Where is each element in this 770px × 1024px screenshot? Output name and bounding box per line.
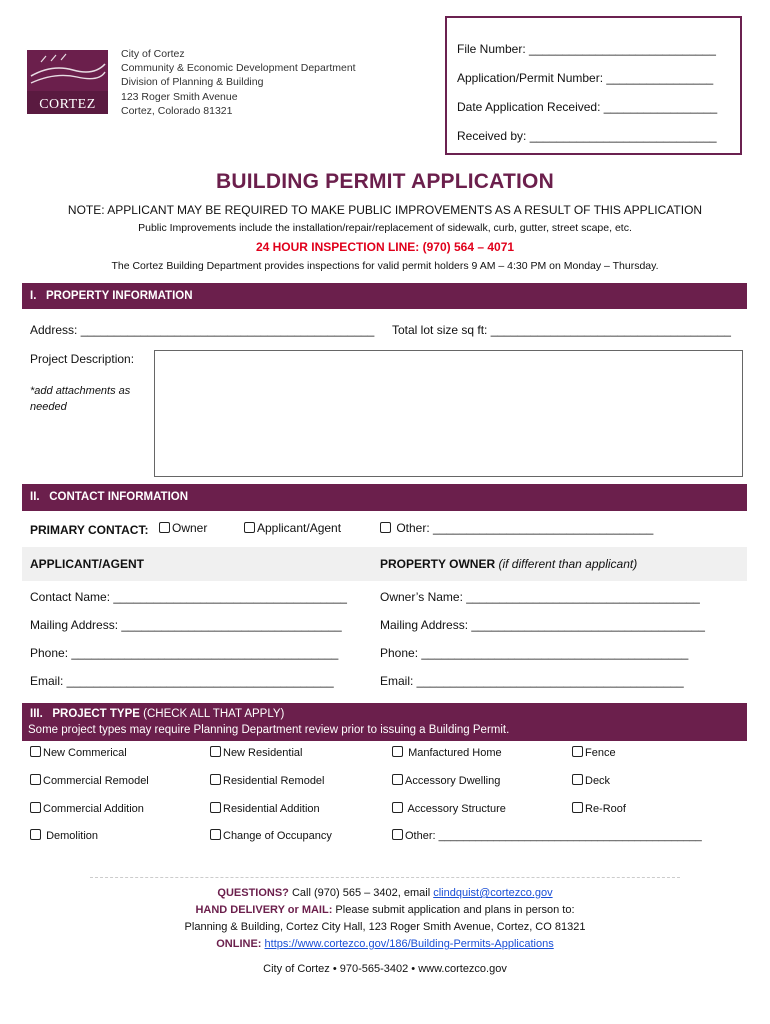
online-line — [0, 938, 770, 950]
file-number-field[interactable]: File Number: ____________________________ — [457, 42, 716, 56]
option-label: Commercial Addition — [43, 803, 144, 815]
project-description-input[interactable] — [154, 350, 743, 477]
checkbox-icon[interactable] — [572, 746, 583, 757]
applicant-heading: APPLICANT/AGENT — [30, 557, 144, 571]
checkbox-icon[interactable] — [30, 802, 41, 813]
other-contact-field[interactable]: Other: _________________________________ — [396, 521, 654, 535]
owner-heading — [380, 557, 637, 571]
inspection-line: 24 HOUR INSPECTION LINE: (970) 564 – 4071 — [255, 240, 515, 254]
owner-mailing-address-field[interactable]: Mailing Address: ___________________________________ — [380, 618, 705, 632]
section-property-information — [22, 283, 747, 309]
checkbox-icon[interactable] — [30, 829, 41, 840]
checkbox-icon[interactable] — [392, 774, 403, 785]
delivery-label: HAND DELIVERY or MAIL: — [195, 904, 333, 916]
option-label: Commercial Remodel — [43, 775, 149, 787]
public-improvements-text: Public Improvements include the installation/repair/replacement of sidewalk, curb, gutter, street scape, etc. — [138, 222, 632, 234]
project-type-option[interactable] — [210, 774, 325, 787]
project-type-option[interactable] — [210, 829, 332, 842]
project-type-option[interactable] — [30, 829, 98, 842]
primary-contact-label: PRIMARY CONTACT: — [30, 523, 149, 537]
checkbox-icon[interactable] — [572, 774, 583, 785]
section-subtitle: Some project types may require Planning Department review prior to issuing a Building Permit. — [28, 724, 510, 736]
logo-wordmark: CORTEZ — [39, 97, 96, 112]
project-description-label: Project Description: — [30, 352, 135, 366]
section-number: I. — [30, 290, 37, 302]
received-by-field[interactable]: Received by: ____________________________ — [457, 129, 717, 143]
option-label: Accessory Structure — [407, 803, 506, 815]
project-type-other-field[interactable]: Other: ___________________________________________ — [405, 830, 702, 842]
owner-option[interactable] — [159, 521, 207, 535]
section-number: II. — [30, 491, 40, 503]
owner-phone-field[interactable]: Phone: ________________________________________ — [380, 646, 689, 660]
project-type-option[interactable] — [30, 746, 127, 759]
project-type-option[interactable] — [572, 746, 616, 759]
project-type-option[interactable] — [392, 774, 500, 787]
questions-text: Call (970) 565 – 3402, email — [288, 887, 434, 899]
date-received-field[interactable]: Date Application Received: _________________ — [457, 100, 718, 114]
option-label: Residential Remodel — [223, 775, 325, 787]
org-line: Cortez, Colorado 81321 — [121, 104, 233, 117]
section-title: CONTACT INFORMATION — [49, 491, 189, 503]
org-line: Division of Planning & Building — [121, 76, 264, 89]
inspection-hours-note: The Cortez Building Department provides inspections for valid permit holders 9 AM – 4:30 PM on Monday – Thursday. — [111, 260, 659, 272]
applicant-agent-label: Applicant/Agent — [257, 521, 342, 535]
cortez-logo-icon — [27, 50, 108, 114]
org-line: 123 Roger Smith Avenue — [121, 90, 238, 103]
online-label: ONLINE: — [216, 938, 262, 950]
contact-name-field[interactable]: Contact Name: ___________________________________ — [30, 590, 347, 604]
project-type-option[interactable] — [392, 746, 502, 759]
checkbox-icon[interactable] — [30, 746, 41, 757]
checkbox-icon[interactable] — [30, 774, 41, 785]
checkbox-icon[interactable] — [210, 774, 221, 785]
attachments-note: needed — [30, 401, 67, 413]
checkbox-icon[interactable] — [159, 522, 170, 533]
applicant-mailing-address-field[interactable]: Mailing Address: _________________________________ — [30, 618, 342, 632]
checkbox-icon[interactable] — [392, 746, 403, 757]
checkbox-icon[interactable] — [244, 522, 255, 533]
delivery-line — [0, 904, 770, 916]
org-line: City of Cortez — [121, 48, 185, 60]
checkbox-icon[interactable] — [210, 802, 221, 813]
checkbox-icon[interactable] — [572, 802, 583, 813]
owner-name-field[interactable]: Owner’s Name: ___________________________________ — [380, 590, 700, 604]
section-contact-information — [22, 484, 747, 511]
office-use-box — [445, 16, 742, 155]
section-title: PROJECT TYPE — [52, 708, 140, 720]
owner-label: Owner — [172, 521, 208, 535]
owner-heading-label: PROPERTY OWNER — [380, 557, 496, 571]
owner-email-field[interactable]: Email: ________________________________________ — [380, 674, 684, 688]
address-field[interactable]: Address: ____________________________________________ — [30, 323, 375, 337]
project-type-other-option[interactable] — [392, 829, 702, 842]
delivery-text: Please submit application and plans in person to: — [332, 904, 575, 916]
option-label: Re-Roof — [585, 803, 626, 815]
section-project-type — [22, 703, 747, 741]
option-label: Manfactured Home — [408, 747, 502, 759]
questions-label: QUESTIONS? — [217, 887, 289, 899]
option-label: Accessory Dwelling — [405, 775, 501, 787]
application-number-field[interactable]: Application/Permit Number: ________________ — [457, 71, 714, 85]
footer-divider — [90, 877, 680, 878]
attachments-note: *add attachments as — [30, 385, 131, 397]
footer-contact-line: City of Cortez • 970-565-3402 • www.cortezco.gov — [263, 963, 507, 975]
org-line: Community & Economic Development Department — [121, 62, 356, 75]
online-link[interactable]: https://www.cortezco.gov/186/Building-Permits-Applications — [264, 938, 554, 950]
project-type-option[interactable] — [572, 802, 626, 815]
checkbox-icon[interactable] — [392, 802, 403, 813]
checkbox-icon[interactable] — [392, 829, 403, 840]
option-label: Residential Addition — [223, 803, 320, 815]
owner-heading-note: (if different than applicant) — [498, 557, 638, 571]
improvements-note: NOTE: APPLICANT MAY BE REQUIRED TO MAKE PUBLIC IMPROVEMENTS AS A RESULT OF THIS APPLICATION — [67, 203, 703, 217]
project-type-option[interactable] — [392, 802, 506, 815]
option-label: Demolition — [46, 830, 99, 842]
section-title-note: (CHECK ALL THAT APPLY) — [143, 708, 285, 720]
section-title: PROPERTY INFORMATION — [45, 290, 193, 302]
applicant-email-field[interactable]: Email: ________________________________________ — [30, 674, 334, 688]
option-label: Fence — [585, 747, 616, 759]
section-number: III. — [30, 708, 43, 720]
project-type-option[interactable] — [30, 802, 144, 815]
page-title: BUILDING PERMIT APPLICATION — [216, 170, 554, 193]
applicant-agent-option[interactable] — [244, 521, 341, 535]
project-type-option[interactable] — [210, 746, 302, 759]
city-logo — [27, 50, 108, 114]
org-address-block — [121, 47, 356, 118]
email-link[interactable]: clindquist@cortezco.gov — [433, 887, 553, 899]
project-type-option[interactable] — [210, 802, 320, 815]
lot-size-field[interactable]: Total lot size sq ft: ____________________________________ — [392, 323, 731, 337]
applicant-phone-field[interactable]: Phone: ________________________________________ — [30, 646, 339, 660]
checkbox-icon[interactable] — [380, 522, 391, 533]
option-label: New Residential — [223, 747, 303, 759]
option-label: Deck — [585, 775, 611, 787]
other-contact-option[interactable] — [380, 521, 653, 535]
checkbox-icon[interactable] — [210, 746, 221, 757]
project-type-option[interactable] — [572, 774, 610, 787]
project-type-option[interactable] — [30, 774, 149, 787]
checkbox-icon[interactable] — [210, 829, 221, 840]
delivery-address: Planning & Building, Cortez City Hall, 123 Roger Smith Avenue, Cortez, CO 81321 — [184, 921, 586, 933]
questions-line — [0, 887, 770, 899]
option-label: New Commerical — [43, 747, 127, 759]
option-label: Change of Occupancy — [223, 830, 332, 842]
